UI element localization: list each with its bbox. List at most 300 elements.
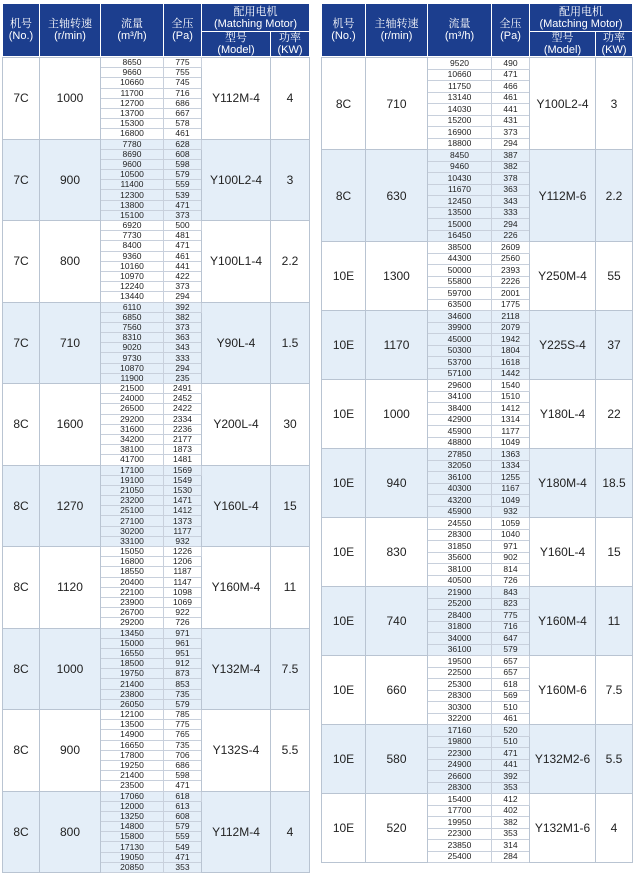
total-pressure-cell: 441 — [492, 759, 530, 771]
total-pressure-cell: 1206 — [164, 557, 202, 567]
flow-rate-cell: 16550 — [101, 648, 164, 658]
total-pressure-cell: 1775 — [492, 299, 530, 311]
total-pressure-cell: 755 — [164, 68, 202, 78]
flow-rate-cell: 18500 — [101, 659, 164, 669]
flow-rate-cell: 26700 — [101, 608, 164, 618]
total-pressure-cell: 579 — [164, 699, 202, 709]
total-pressure-cell: 1481 — [164, 455, 202, 465]
motor-model-cell: Y100L2-4 — [530, 58, 596, 150]
flow-rate-cell: 16800 — [101, 557, 164, 567]
flow-rate-cell: 38500 — [428, 242, 492, 254]
total-pressure-cell: 235 — [164, 373, 202, 383]
flow-rate-cell: 9360 — [101, 251, 164, 261]
total-pressure-cell: 1442 — [492, 368, 530, 380]
flow-rate-cell: 50000 — [428, 265, 492, 277]
flow-rate-cell: 28400 — [428, 610, 492, 622]
spindle-speed-cell: 520 — [366, 794, 428, 863]
motor-model-cell: Y160M-4 — [202, 547, 271, 629]
flow-rate-cell: 10160 — [101, 261, 164, 271]
total-pressure-cell: 294 — [164, 363, 202, 373]
motor-model-cell: Y160L-4 — [202, 465, 271, 547]
machine-no-cell: 7C — [3, 58, 40, 140]
total-pressure-cell: 775 — [164, 720, 202, 730]
total-pressure-cell: 971 — [492, 541, 530, 553]
motor-model-cell: Y132S-4 — [202, 710, 271, 792]
machine-no-cell: 10E — [322, 656, 366, 725]
flow-rate-cell: 8310 — [101, 333, 164, 343]
total-pressure-cell: 471 — [492, 748, 530, 760]
flow-rate-cell: 40300 — [428, 483, 492, 495]
flow-rate-cell: 45000 — [428, 334, 492, 346]
flow-rate-cell: 10660 — [101, 78, 164, 88]
header-spindle-speed: 主轴转速 (r/min) — [366, 4, 428, 57]
fan-spec-body-left — [2, 57, 310, 873]
total-pressure-cell: 1942 — [492, 334, 530, 346]
flow-rate-cell: 22300 — [428, 828, 492, 840]
flow-rate-cell: 29200 — [101, 618, 164, 628]
flow-rate-cell: 22300 — [428, 748, 492, 760]
total-pressure-cell: 294 — [492, 219, 530, 231]
flow-rate-cell: 10970 — [101, 271, 164, 281]
total-pressure-cell: 1314 — [492, 414, 530, 426]
header-spindle-speed: 主轴转速 (r/min) — [40, 4, 101, 57]
fan-spec-table-right — [321, 3, 633, 57]
machine-no-cell: 8C — [322, 58, 366, 150]
header-matching-motor: 配用电机 (Matching Motor) — [530, 4, 633, 32]
flow-rate-cell: 8650 — [101, 58, 164, 68]
flow-rate-cell: 45900 — [428, 426, 492, 438]
total-pressure-cell: 618 — [164, 791, 202, 801]
total-pressure-cell: 1187 — [164, 567, 202, 577]
spec-group — [322, 242, 633, 311]
flow-rate-cell: 25400 — [428, 851, 492, 863]
flow-rate-cell: 36100 — [428, 472, 492, 484]
table-row — [3, 465, 310, 475]
total-pressure-cell: 500 — [164, 221, 202, 231]
total-pressure-cell: 853 — [164, 679, 202, 689]
total-pressure-cell: 1226 — [164, 547, 202, 557]
motor-model-cell: Y180L-4 — [530, 380, 596, 449]
total-pressure-cell: 461 — [164, 251, 202, 261]
total-pressure-cell: 686 — [164, 98, 202, 108]
flow-rate-cell: 24900 — [428, 759, 492, 771]
spindle-speed-cell: 940 — [366, 449, 428, 518]
total-pressure-cell: 2609 — [492, 242, 530, 254]
motor-power-cell: 15 — [271, 465, 310, 547]
motor-power-cell: 5.5 — [271, 710, 310, 792]
flow-rate-cell: 15000 — [428, 219, 492, 231]
header-total-pressure: 全压 (Pa) — [492, 4, 530, 57]
flow-rate-cell: 34200 — [101, 434, 164, 444]
table-row — [322, 150, 633, 162]
fan-spec-table-left — [2, 3, 310, 57]
total-pressure-cell: 363 — [164, 333, 202, 343]
flow-rate-cell: 19050 — [101, 852, 164, 862]
total-pressure-cell: 667 — [164, 108, 202, 118]
flow-rate-cell: 34000 — [428, 633, 492, 645]
header-machine-no: 机号 (No.) — [3, 4, 40, 57]
total-pressure-cell: 1373 — [164, 516, 202, 526]
table-row — [322, 587, 633, 599]
motor-power-cell: 15 — [596, 518, 633, 587]
total-pressure-cell: 613 — [164, 801, 202, 811]
total-pressure-cell: 932 — [492, 506, 530, 518]
flow-rate-cell: 15300 — [101, 119, 164, 129]
motor-model-cell: Y160M-6 — [530, 656, 596, 725]
spindle-speed-cell: 710 — [366, 58, 428, 150]
total-pressure-cell: 1059 — [492, 518, 530, 530]
total-pressure-cell: 1255 — [492, 472, 530, 484]
machine-no-cell: 8C — [3, 628, 40, 710]
total-pressure-cell: 466 — [492, 81, 530, 93]
table-row — [3, 302, 310, 312]
spec-group — [322, 794, 633, 863]
flow-rate-cell: 11670 — [428, 184, 492, 196]
flow-rate-cell: 17100 — [101, 465, 164, 475]
flow-rate-cell: 27100 — [101, 516, 164, 526]
flow-rate-cell: 38100 — [428, 564, 492, 576]
motor-power-cell: 7.5 — [596, 656, 633, 725]
total-pressure-cell: 1873 — [164, 445, 202, 455]
spec-group — [322, 587, 633, 656]
motor-power-cell: 2.2 — [596, 150, 633, 242]
spindle-speed-cell: 710 — [40, 302, 101, 384]
flow-rate-cell: 12450 — [428, 196, 492, 208]
table-header — [3, 4, 310, 57]
flow-rate-cell: 53700 — [428, 357, 492, 369]
flow-rate-cell: 48800 — [428, 437, 492, 449]
flow-rate-cell: 7780 — [101, 139, 164, 149]
machine-no-cell: 10E — [322, 725, 366, 794]
spindle-speed-cell: 1300 — [366, 242, 428, 311]
total-pressure-cell: 735 — [164, 689, 202, 699]
motor-power-cell: 2.2 — [271, 221, 310, 303]
total-pressure-cell: 765 — [164, 730, 202, 740]
machine-no-cell: 10E — [322, 380, 366, 449]
total-pressure-cell: 726 — [492, 575, 530, 587]
flow-rate-cell: 28300 — [428, 782, 492, 794]
flow-rate-cell: 14800 — [101, 822, 164, 832]
spindle-speed-cell: 1270 — [40, 465, 101, 547]
total-pressure-cell: 569 — [492, 690, 530, 702]
motor-model-cell: Y100L2-4 — [202, 139, 271, 221]
total-pressure-cell: 392 — [492, 771, 530, 783]
total-pressure-cell: 686 — [164, 760, 202, 770]
table-row — [3, 139, 310, 149]
total-pressure-cell: 2334 — [164, 414, 202, 424]
flow-rate-cell: 38100 — [101, 445, 164, 455]
flow-rate-cell: 44300 — [428, 253, 492, 265]
total-pressure-cell: 735 — [164, 740, 202, 750]
motor-model-cell: Y200L-4 — [202, 384, 271, 466]
total-pressure-cell: 618 — [492, 679, 530, 691]
flow-rate-cell: 8450 — [428, 150, 492, 162]
total-pressure-cell: 961 — [164, 638, 202, 648]
motor-power-cell: 11 — [596, 587, 633, 656]
total-pressure-cell: 549 — [164, 842, 202, 852]
spec-group — [3, 710, 310, 792]
flow-rate-cell: 11750 — [428, 81, 492, 93]
spec-group — [3, 221, 310, 303]
total-pressure-cell: 412 — [492, 794, 530, 806]
flow-rate-cell: 31850 — [428, 541, 492, 553]
flow-rate-cell: 17130 — [101, 842, 164, 852]
header-motor-model: 型号 (Model) — [202, 32, 271, 57]
table-row — [3, 58, 310, 68]
total-pressure-cell: 382 — [492, 161, 530, 173]
flow-rate-cell: 19250 — [101, 760, 164, 770]
total-pressure-cell: 382 — [164, 312, 202, 322]
flow-rate-cell: 43200 — [428, 495, 492, 507]
flow-rate-cell: 55800 — [428, 276, 492, 288]
table-row — [322, 794, 633, 806]
spec-group — [322, 380, 633, 449]
spindle-speed-cell: 900 — [40, 710, 101, 792]
total-pressure-cell: 378 — [492, 173, 530, 185]
header-flow-rate: 流量 (m³/h) — [428, 4, 492, 57]
spec-group — [322, 656, 633, 725]
total-pressure-cell: 932 — [164, 536, 202, 546]
flow-rate-cell: 26500 — [101, 404, 164, 414]
total-pressure-cell: 471 — [492, 69, 530, 81]
spindle-speed-cell: 740 — [366, 587, 428, 656]
flow-rate-cell: 23500 — [101, 781, 164, 791]
total-pressure-cell: 1569 — [164, 465, 202, 475]
flow-rate-cell: 28300 — [428, 529, 492, 541]
total-pressure-cell: 608 — [164, 811, 202, 821]
motor-model-cell: Y112M-4 — [202, 58, 271, 140]
total-pressure-cell: 843 — [492, 587, 530, 599]
total-pressure-cell: 490 — [492, 58, 530, 70]
total-pressure-cell: 873 — [164, 669, 202, 679]
total-pressure-cell: 373 — [492, 127, 530, 139]
flow-rate-cell: 13250 — [101, 811, 164, 821]
motor-model-cell: Y90L-4 — [202, 302, 271, 384]
total-pressure-cell: 559 — [164, 832, 202, 842]
spec-group — [322, 518, 633, 587]
table-row — [322, 58, 633, 70]
total-pressure-cell: 382 — [492, 817, 530, 829]
table-row — [322, 725, 633, 737]
table-row — [3, 547, 310, 557]
spec-group — [3, 384, 310, 466]
machine-no-cell: 10E — [322, 587, 366, 656]
flow-rate-cell: 19950 — [428, 817, 492, 829]
flow-rate-cell: 22100 — [101, 587, 164, 597]
spindle-speed-cell: 830 — [366, 518, 428, 587]
flow-rate-cell: 15800 — [101, 832, 164, 842]
table-row — [322, 380, 633, 392]
total-pressure-cell: 481 — [164, 231, 202, 241]
flow-rate-cell: 19500 — [428, 656, 492, 668]
flow-rate-cell: 21900 — [428, 587, 492, 599]
flow-rate-cell: 24000 — [101, 394, 164, 404]
motor-power-cell: 22 — [596, 380, 633, 449]
flow-rate-cell: 63500 — [428, 299, 492, 311]
total-pressure-cell: 539 — [164, 190, 202, 200]
flow-rate-cell: 32200 — [428, 713, 492, 725]
table-row — [322, 311, 633, 323]
motor-power-cell: 37 — [596, 311, 633, 380]
header-total-pressure: 全压 (Pa) — [164, 4, 202, 57]
spindle-speed-cell: 1000 — [366, 380, 428, 449]
spindle-speed-cell: 1600 — [40, 384, 101, 466]
spindle-speed-cell: 580 — [366, 725, 428, 794]
spec-group — [322, 725, 633, 794]
motor-power-cell: 55 — [596, 242, 633, 311]
flow-rate-cell: 40500 — [428, 575, 492, 587]
flow-rate-cell: 19800 — [428, 736, 492, 748]
total-pressure-cell: 471 — [164, 852, 202, 862]
right-fan-table-panel — [321, 3, 632, 863]
total-pressure-cell: 785 — [164, 710, 202, 720]
total-pressure-cell: 1069 — [164, 597, 202, 607]
flow-rate-cell: 35600 — [428, 552, 492, 564]
machine-no-cell: 7C — [3, 221, 40, 303]
fan-spec-body-right — [321, 57, 633, 863]
total-pressure-cell: 1177 — [492, 426, 530, 438]
spindle-speed-cell: 800 — [40, 221, 101, 303]
total-pressure-cell: 441 — [164, 261, 202, 271]
total-pressure-cell: 471 — [164, 200, 202, 210]
table-row — [3, 221, 310, 231]
table-row — [322, 242, 633, 254]
flow-rate-cell: 6110 — [101, 302, 164, 312]
motor-power-cell: 4 — [271, 58, 310, 140]
flow-rate-cell: 9730 — [101, 353, 164, 363]
total-pressure-cell: 902 — [492, 552, 530, 564]
flow-rate-cell: 14900 — [101, 730, 164, 740]
flow-rate-cell: 9600 — [101, 159, 164, 169]
total-pressure-cell: 461 — [492, 713, 530, 725]
table-row — [3, 791, 310, 801]
spindle-speed-cell: 1000 — [40, 58, 101, 140]
flow-rate-cell: 9660 — [101, 68, 164, 78]
total-pressure-cell: 353 — [164, 862, 202, 872]
motor-power-cell: 7.5 — [271, 628, 310, 710]
flow-rate-cell: 59700 — [428, 288, 492, 300]
machine-no-cell: 7C — [3, 302, 40, 384]
flow-rate-cell: 10870 — [101, 363, 164, 373]
total-pressure-cell: 2452 — [164, 394, 202, 404]
spec-group — [322, 311, 633, 380]
flow-rate-cell: 31600 — [101, 424, 164, 434]
total-pressure-cell: 814 — [492, 564, 530, 576]
motor-power-cell: 5.5 — [596, 725, 633, 794]
table-header — [322, 4, 633, 57]
flow-rate-cell: 15400 — [428, 794, 492, 806]
total-pressure-cell: 1177 — [164, 526, 202, 536]
total-pressure-cell: 775 — [164, 58, 202, 68]
flow-rate-cell: 22500 — [428, 667, 492, 679]
flow-rate-cell: 33100 — [101, 536, 164, 546]
motor-model-cell: Y100L1-4 — [202, 221, 271, 303]
table-row — [3, 384, 310, 394]
total-pressure-cell: 2226 — [492, 276, 530, 288]
total-pressure-cell: 1540 — [492, 380, 530, 392]
flow-rate-cell: 34600 — [428, 311, 492, 323]
flow-rate-cell: 29200 — [101, 414, 164, 424]
machine-no-cell: 8C — [3, 791, 40, 873]
flow-rate-cell: 19750 — [101, 669, 164, 679]
flow-rate-cell: 36100 — [428, 644, 492, 656]
total-pressure-cell: 1363 — [492, 449, 530, 461]
spec-group — [3, 139, 310, 221]
flow-rate-cell: 6850 — [101, 312, 164, 322]
motor-model-cell: Y112M-4 — [202, 791, 271, 873]
total-pressure-cell: 1049 — [492, 437, 530, 449]
spindle-speed-cell: 900 — [40, 139, 101, 221]
machine-no-cell: 8C — [3, 384, 40, 466]
motor-power-cell: 4 — [271, 791, 310, 873]
total-pressure-cell: 353 — [492, 782, 530, 794]
flow-rate-cell: 57100 — [428, 368, 492, 380]
flow-rate-cell: 21050 — [101, 485, 164, 495]
total-pressure-cell: 363 — [492, 184, 530, 196]
total-pressure-cell: 579 — [492, 644, 530, 656]
header-matching-motor: 配用电机 (Matching Motor) — [202, 4, 310, 32]
total-pressure-cell: 2422 — [164, 404, 202, 414]
total-pressure-cell: 373 — [164, 210, 202, 220]
flow-rate-cell: 16650 — [101, 740, 164, 750]
total-pressure-cell: 461 — [492, 92, 530, 104]
machine-no-cell: 8C — [322, 150, 366, 242]
total-pressure-cell: 441 — [492, 104, 530, 116]
motor-power-cell: 30 — [271, 384, 310, 466]
flow-rate-cell: 17700 — [428, 805, 492, 817]
machine-no-cell: 8C — [3, 710, 40, 792]
motor-power-cell: 11 — [271, 547, 310, 629]
total-pressure-cell: 1412 — [164, 506, 202, 516]
total-pressure-cell: 657 — [492, 656, 530, 668]
flow-rate-cell: 25100 — [101, 506, 164, 516]
spec-group — [3, 302, 310, 384]
total-pressure-cell: 294 — [164, 292, 202, 302]
flow-rate-cell: 13440 — [101, 292, 164, 302]
motor-power-cell: 18.5 — [596, 449, 633, 518]
flow-rate-cell: 10430 — [428, 173, 492, 185]
flow-rate-cell: 13800 — [101, 200, 164, 210]
total-pressure-cell: 716 — [164, 88, 202, 98]
motor-model-cell: Y132M2-6 — [530, 725, 596, 794]
spec-group — [3, 58, 310, 140]
spindle-speed-cell: 800 — [40, 791, 101, 873]
total-pressure-cell: 343 — [164, 343, 202, 353]
total-pressure-cell: 402 — [492, 805, 530, 817]
total-pressure-cell: 716 — [492, 621, 530, 633]
flow-rate-cell: 17800 — [101, 750, 164, 760]
flow-rate-cell: 13700 — [101, 108, 164, 118]
flow-rate-cell: 9520 — [428, 58, 492, 70]
total-pressure-cell: 579 — [164, 822, 202, 832]
flow-rate-cell: 23900 — [101, 597, 164, 607]
total-pressure-cell: 333 — [164, 353, 202, 363]
flow-rate-cell: 11900 — [101, 373, 164, 383]
total-pressure-cell: 392 — [164, 302, 202, 312]
total-pressure-cell: 578 — [164, 119, 202, 129]
total-pressure-cell: 471 — [164, 781, 202, 791]
flow-rate-cell: 29600 — [428, 380, 492, 392]
header-flow-rate: 流量 (m³/h) — [101, 4, 164, 57]
total-pressure-cell: 343 — [492, 196, 530, 208]
total-pressure-cell: 284 — [492, 851, 530, 863]
flow-rate-cell: 15100 — [101, 210, 164, 220]
flow-rate-cell: 15050 — [101, 547, 164, 557]
total-pressure-cell: 598 — [164, 771, 202, 781]
spec-group — [322, 58, 633, 150]
flow-rate-cell: 10500 — [101, 170, 164, 180]
total-pressure-cell: 226 — [492, 230, 530, 242]
